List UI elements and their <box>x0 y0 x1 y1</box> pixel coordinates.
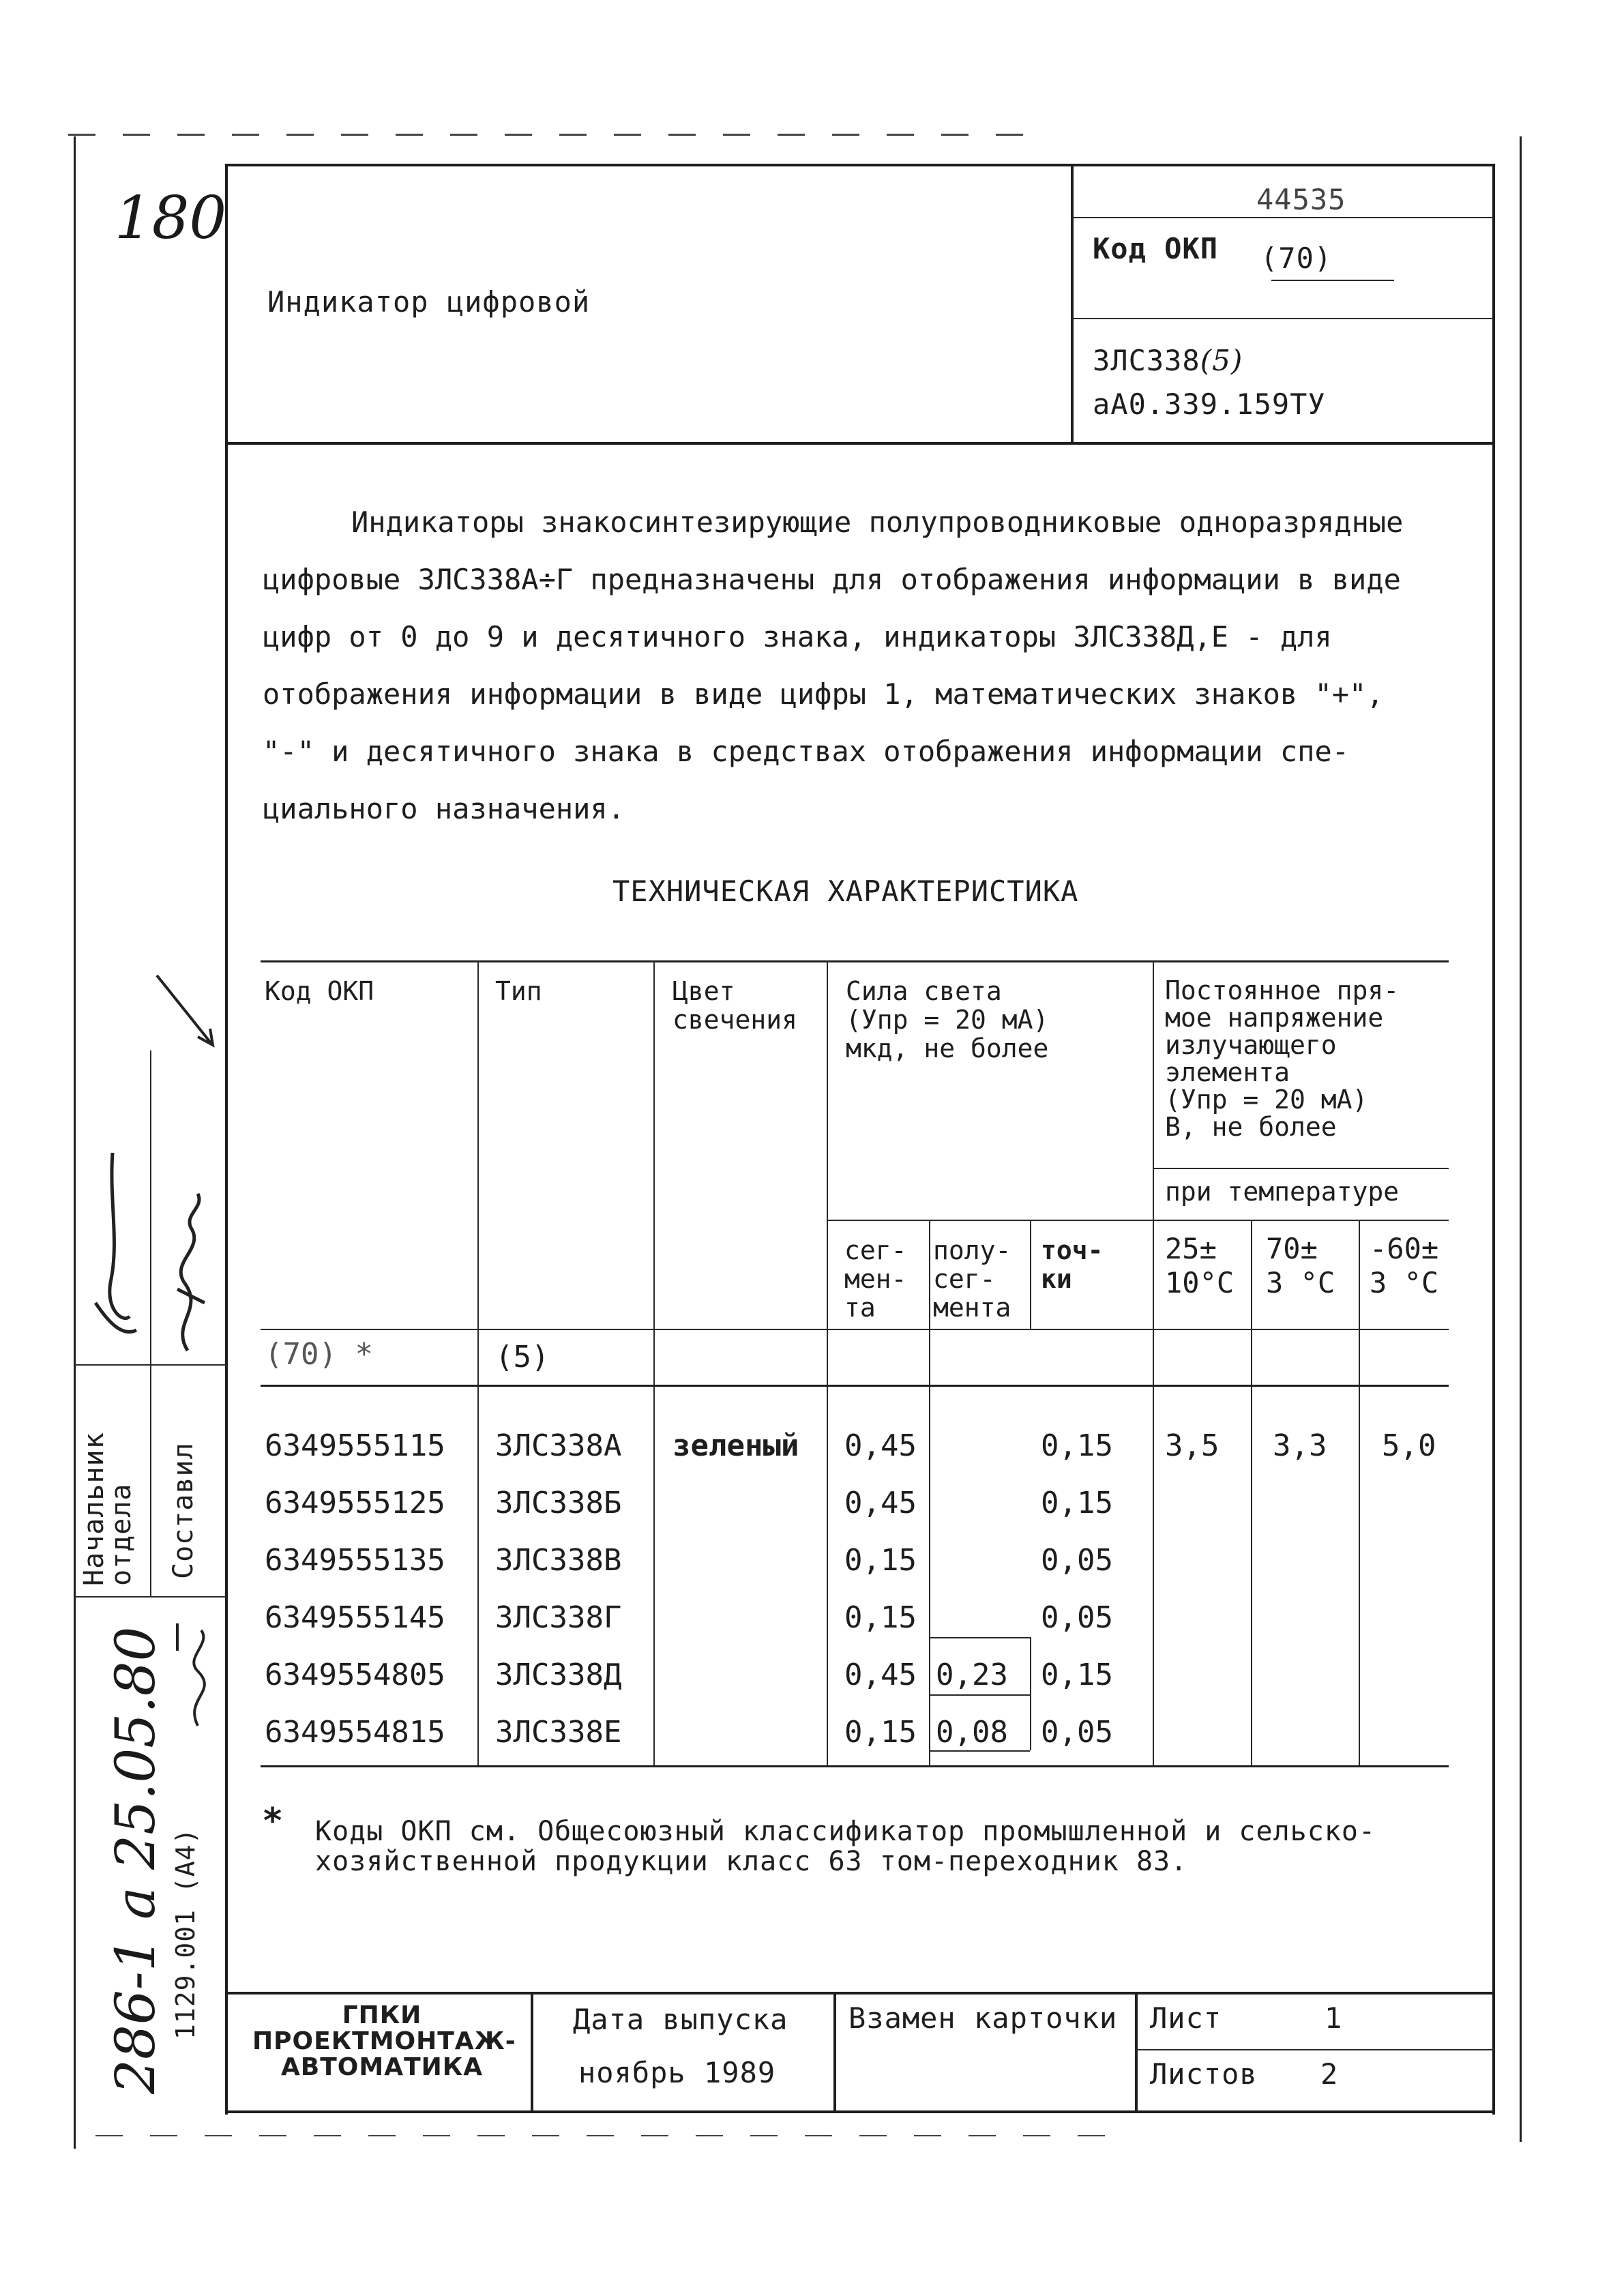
cell-okp: 6349554815 <box>265 1715 445 1750</box>
cell-temp-1: 3,5 <box>1165 1428 1220 1463</box>
approval-handwritten <box>104 1627 167 2094</box>
okp-label: Код ОКП <box>1093 232 1219 265</box>
paragraph-line: "-" и десятичного знака в средствах отображения информации спе- <box>263 735 1350 768</box>
paragraph-line: цифровые 3ЛС338А÷Г предназначены для отображения информации в виде <box>263 563 1401 596</box>
frame-top <box>225 164 1495 166</box>
th-type: Тип <box>495 976 542 1006</box>
page-number-handwritten: 180 <box>115 184 227 252</box>
code-number: 44535 <box>1256 183 1346 216</box>
th-temp-1: 25± 10°С <box>1165 1232 1235 1299</box>
cell-okp: 6349555115 <box>265 1428 445 1463</box>
header-row-line-2 <box>1071 318 1494 319</box>
paragraph-line: циального назначения. <box>263 792 625 825</box>
org-line-3: АВТОМАТИКА <box>280 2053 484 2081</box>
side-compiled-text: Составил <box>168 1442 199 1579</box>
table-bottom <box>261 1765 1449 1767</box>
stamp-col-1 <box>531 1992 533 2113</box>
sheets-value: 2 <box>1320 2057 1339 2091</box>
col-line-1 <box>477 960 479 1765</box>
bottom-edge <box>95 2135 1119 2136</box>
half-box-bottom <box>929 1750 1030 1752</box>
footnote-line-2: хозяйственной продукции класс 63 том-переходник 83. <box>315 1846 1188 1877</box>
voltage-sub-line <box>1153 1168 1449 1169</box>
side-compiled-label <box>168 1442 199 1579</box>
code-row-bottom <box>261 1385 1449 1387</box>
col-line-5 <box>1030 1220 1031 1329</box>
issue-label: Дата выпуска <box>573 2003 788 2036</box>
th-okp: Код ОКП <box>265 976 374 1006</box>
stamp-top <box>225 1992 1495 1995</box>
approval-text: 286-1 а 25.05.80 <box>104 1626 167 2094</box>
cell-half: 0,08 <box>936 1715 1008 1750</box>
side-head-label <box>80 1381 135 1586</box>
cell-color: зеленый <box>673 1428 799 1463</box>
org-line-2: ПРОЕКТМОНТАЖ- <box>252 2027 516 2055</box>
cell-type: 3ЛС338В <box>495 1543 622 1578</box>
stamp-bottom <box>225 2110 1495 2113</box>
designation-line-2: аА0.339.159ТУ <box>1093 387 1326 421</box>
issue-date: ноябрь 1989 <box>578 2056 776 2089</box>
cell-okp: 6349555135 <box>265 1543 445 1578</box>
cell-temp-2: 3,3 <box>1273 1428 1327 1463</box>
col-line-2 <box>653 960 655 1765</box>
col-line-8 <box>1359 1220 1360 1765</box>
header-bottom <box>225 442 1495 445</box>
side-col-divider <box>150 1050 151 1596</box>
cell-segments: 0,45 <box>844 1486 917 1520</box>
cell-okp: 6349554805 <box>265 1658 445 1692</box>
document-title: Индикатор цифровой <box>267 285 591 319</box>
side-form-code <box>171 1828 201 2040</box>
temp-sub-line <box>827 1220 1449 1221</box>
description-paragraph <box>263 494 1449 838</box>
header-bottom-line <box>261 1329 1449 1330</box>
cell-segments: 0,45 <box>844 1428 917 1463</box>
paragraph-line: отображения информации в виде цифры 1, математических знаков "+", <box>263 677 1384 711</box>
designation-code: 3ЛС338 <box>1093 344 1200 377</box>
code-row-okp: (70) * <box>265 1337 373 1372</box>
stamp-col-2 <box>833 1992 836 2113</box>
designation-line-1 <box>1093 344 1243 377</box>
paragraph-line: цифр от 0 до 9 и десятичного знака, индикаторы 3ЛС338Д,Е - для <box>263 620 1332 653</box>
footnote-marker: * <box>262 1801 284 1842</box>
half-box-right <box>1030 1637 1031 1750</box>
th-at-temperature: при температуре <box>1165 1177 1400 1207</box>
th-temp-3: -60± 3 °С <box>1370 1232 1439 1299</box>
half-box-top <box>929 1637 1030 1638</box>
cell-points: 0,15 <box>1041 1428 1113 1463</box>
org-line-1: ГПКИ <box>342 2001 422 2029</box>
cell-type: 3ЛС338Б <box>495 1486 622 1520</box>
side-head-text: Начальник отдела <box>78 1432 137 1586</box>
cell-type: 3ЛС338Д <box>495 1658 622 1692</box>
okp-value: (70) <box>1260 241 1333 275</box>
cell-type: 3ЛС338Е <box>495 1715 622 1750</box>
th-segments: сег- мен- та <box>844 1235 907 1323</box>
cell-temp-3: 5,0 <box>1382 1428 1436 1463</box>
sheets-label: Листов <box>1150 2057 1258 2091</box>
cell-points: 0,15 <box>1041 1486 1113 1520</box>
cell-type: 3ЛС338Г <box>495 1600 622 1635</box>
side-form-code-text: 1129.001 (А4) <box>171 1827 201 2040</box>
cell-half: 0,23 <box>936 1658 1008 1692</box>
signature-approval <box>164 1610 225 1733</box>
col-line-4 <box>929 1220 930 1765</box>
designation-suffix: (5) <box>1200 344 1243 377</box>
col-line-6 <box>1153 960 1154 1765</box>
cell-segments: 0,15 <box>844 1543 917 1578</box>
th-color: Цвет свечения <box>673 976 798 1035</box>
signature-compiler <box>157 1187 218 1364</box>
cell-type: 3ЛС338А <box>495 1428 622 1463</box>
frame-left <box>74 136 76 2149</box>
cell-segments: 0,15 <box>844 1600 917 1635</box>
th-points: точ- ки <box>1041 1235 1104 1294</box>
okp-underline <box>1271 280 1394 281</box>
header-divider <box>1071 164 1074 443</box>
sheet-label: Лист <box>1150 2001 1222 2035</box>
table-top <box>261 960 1449 962</box>
side-line-2 <box>75 1596 226 1598</box>
replaces-label: Взамен карточки <box>848 2001 1118 2035</box>
half-box-mid <box>929 1694 1030 1696</box>
frame-right <box>1492 164 1495 2115</box>
scan-right-edge <box>1520 136 1522 2142</box>
col-line-3 <box>827 960 828 1765</box>
th-half-segments: полу- сег- мента <box>933 1235 1011 1323</box>
cell-okp: 6349555145 <box>265 1600 445 1635</box>
paragraph-line: Индикаторы знакосинтезирующие полупроводниковые одноразрядные <box>351 505 1404 539</box>
top-edge <box>68 134 1044 136</box>
frame-inner-left <box>225 164 228 2115</box>
header-row-line-1 <box>1071 217 1494 218</box>
cell-points: 0,05 <box>1041 1600 1113 1635</box>
footnote-line-1: Коды ОКП см. Общесоюзный классификатор промышленной и сельско- <box>315 1816 1376 1847</box>
th-brightness: Сила света (Упр = 20 мА) мкд, не более <box>846 976 1049 1063</box>
cell-points: 0,05 <box>1041 1715 1113 1750</box>
sheet-value: 1 <box>1325 2001 1343 2035</box>
th-temp-2: 70± 3 °С <box>1266 1232 1335 1299</box>
signature-mark-arrow <box>150 969 225 1064</box>
cell-points: 0,05 <box>1041 1543 1113 1578</box>
col-line-7 <box>1251 1220 1252 1765</box>
cell-segments: 0,15 <box>844 1715 917 1750</box>
section-title: ТЕХНИЧЕСКАЯ ХАРАКТЕРИСТИКА <box>612 874 1079 908</box>
stamp-col-3 <box>1135 1992 1138 2113</box>
code-row-type: (5) <box>495 1340 550 1374</box>
cell-okp: 6349555125 <box>265 1486 445 1520</box>
cell-points: 0,15 <box>1041 1658 1113 1692</box>
organization-stamp <box>252 2001 516 2081</box>
signature-head <box>82 1146 143 1351</box>
cell-segments: 0,45 <box>844 1658 917 1692</box>
th-voltage: Постоянное пря- мое напряжение излучающего элемента (Упр = 20 мА) В, не более <box>1165 975 1400 1142</box>
stamp-sheet-divider <box>1135 2049 1495 2050</box>
